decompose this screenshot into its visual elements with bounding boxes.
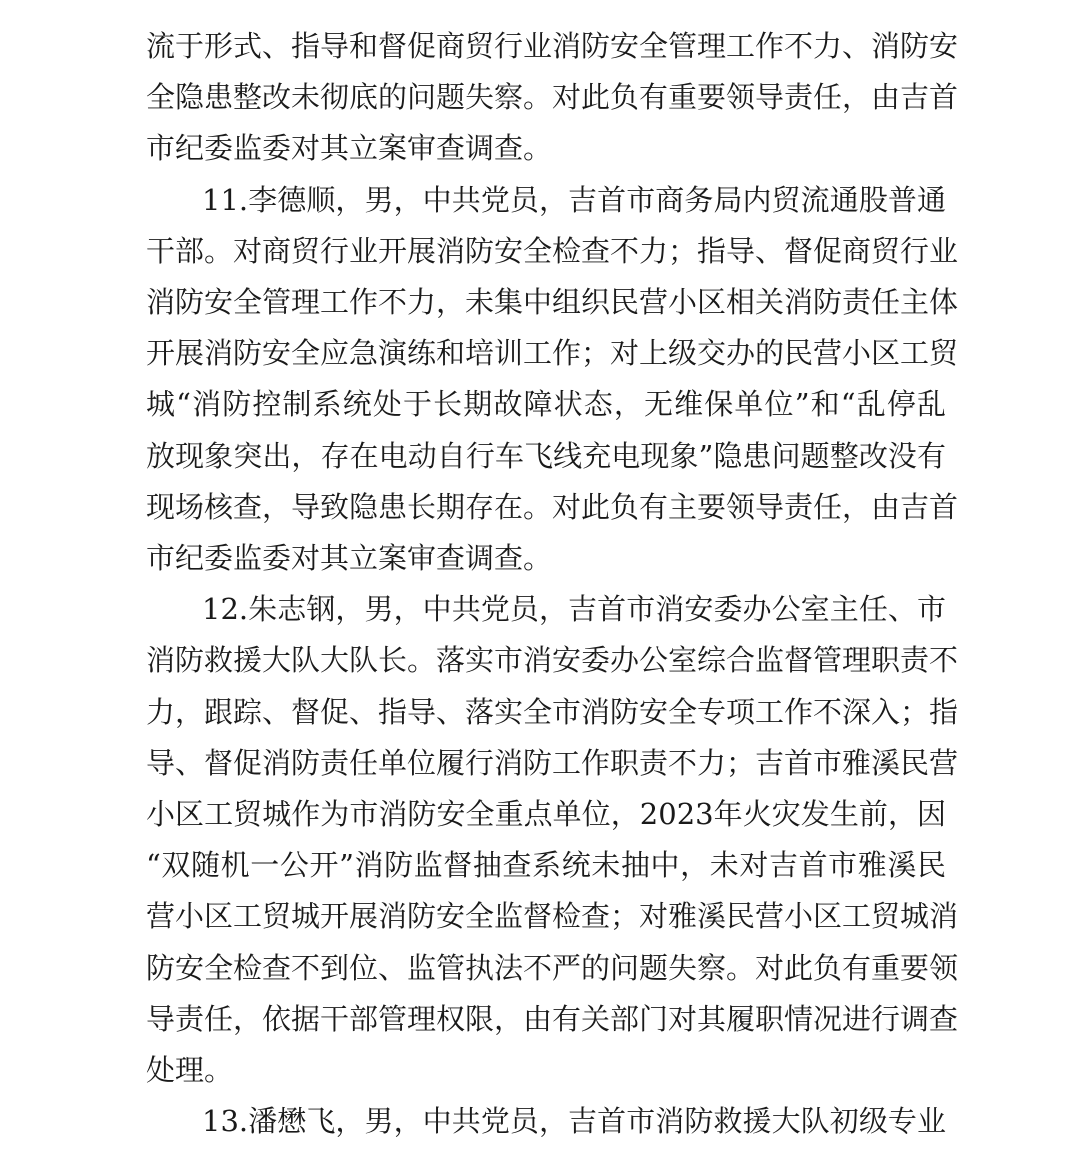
text-line: 13.潘懋飞，男，中共党员，吉首市消防救援大队初级专业: [202, 1104, 946, 1139]
text-line: 消防救援大队大队长。落实市消安委办公室综合监督管理职责不: [146, 643, 959, 678]
text-line: 消防安全管理工作不力，未集中组织民营小区相关消防责任主体: [146, 285, 959, 319]
text-line: 防安全检查不到位、监管执法不严的问题失察。对此负有重要领: [146, 950, 959, 985]
text-line: 11.李德顺，男，中共党员，吉首市商务局内贸流通股普通: [202, 182, 946, 217]
text-line: 处理。: [146, 1053, 234, 1087]
text-line: 流于形式、指导和督促商贸行业消防安全管理工作不力、消防安: [146, 29, 959, 63]
text-line: 干部。对商贸行业开展消防安全检查不力；指导、督促商贸行业: [146, 233, 959, 268]
text-line: 市纪委监委对其立案审查调查。: [146, 541, 553, 575]
text-line: 城“消防控制系统处于长期故障状态，无维保单位”和“乱停乱: [146, 387, 946, 422]
text-line: 市纪委监委对其立案审查调查。: [146, 131, 553, 166]
text-line: 现场核查，导致隐患长期存在。对此负有主要领导责任，由吉首: [146, 489, 959, 524]
text-line: 小区工贸城作为市消防安全重点单位，2023年火灾发生前，因: [146, 797, 946, 831]
text-line: “双随机一公开”消防监督抽查系统未抽中，未对吉首市雅溪民: [146, 848, 946, 883]
text-line: 导责任，依据干部管理权限，由有关部门对其履职情况进行调查: [146, 1001, 959, 1036]
text-line: 12.朱志钢，男，中共党员，吉首市消安委办公室主任、市: [202, 592, 946, 627]
text-line: 开展消防安全应急演练和培训工作；对上级交办的民营小区工贸: [146, 336, 959, 371]
text-line: 营小区工贸城开展消防安全监督检查；对雅溪民营小区工贸城消: [146, 899, 959, 934]
text-line: 全隐患整改未彻底的问题失察。对此负有重要领导责任，由吉首: [146, 80, 959, 115]
text-line: 力，跟踪、督促、指导、落实全市消防安全专项工作不深入；指: [146, 694, 959, 729]
text-line: 导、督促消防责任单位履行消防工作职责不力；吉首市雅溪民营: [146, 745, 959, 780]
text-line: 放现象突出，存在电动自行车飞线充电现象”隐患问题整改没有: [146, 438, 946, 473]
